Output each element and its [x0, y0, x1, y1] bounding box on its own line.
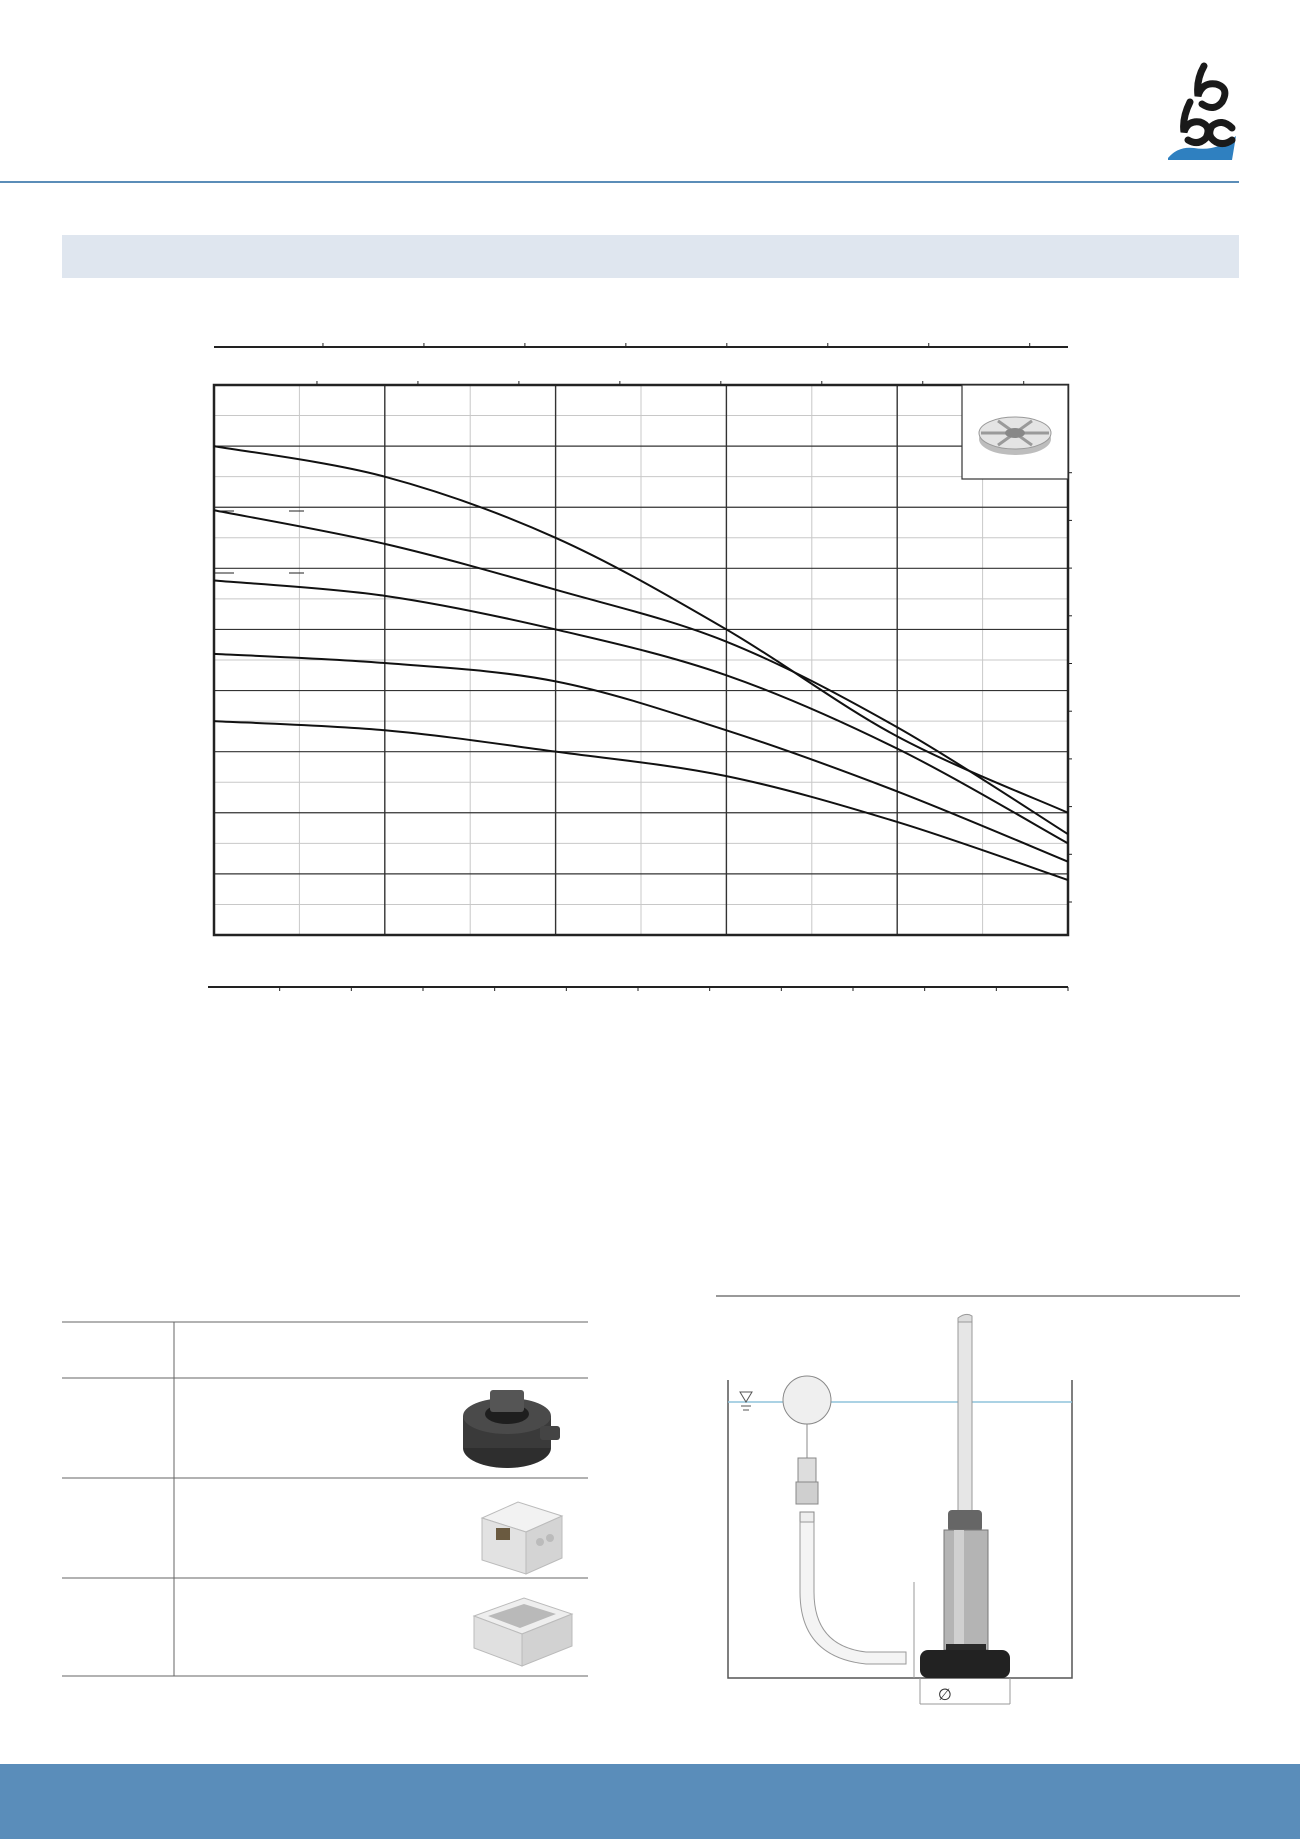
bbc-logo	[1160, 62, 1240, 162]
water-level-icon	[740, 1392, 752, 1410]
header-rule	[0, 181, 1239, 183]
performance-chart	[200, 335, 1100, 995]
accessories-table	[62, 1318, 592, 1678]
installation-drawing	[716, 1292, 1240, 1712]
impeller-hub	[1005, 428, 1025, 438]
section-title-band	[62, 235, 1239, 278]
control-panel-icon	[474, 1598, 572, 1666]
footer-band	[0, 1764, 1300, 1839]
float-switch-icon	[783, 1376, 906, 1664]
diameter-symbol: ∅	[938, 1685, 952, 1704]
control-box-icon	[482, 1502, 562, 1574]
submersible-pump-icon	[914, 1314, 1010, 1704]
pipe-clamp-icon	[463, 1390, 560, 1468]
